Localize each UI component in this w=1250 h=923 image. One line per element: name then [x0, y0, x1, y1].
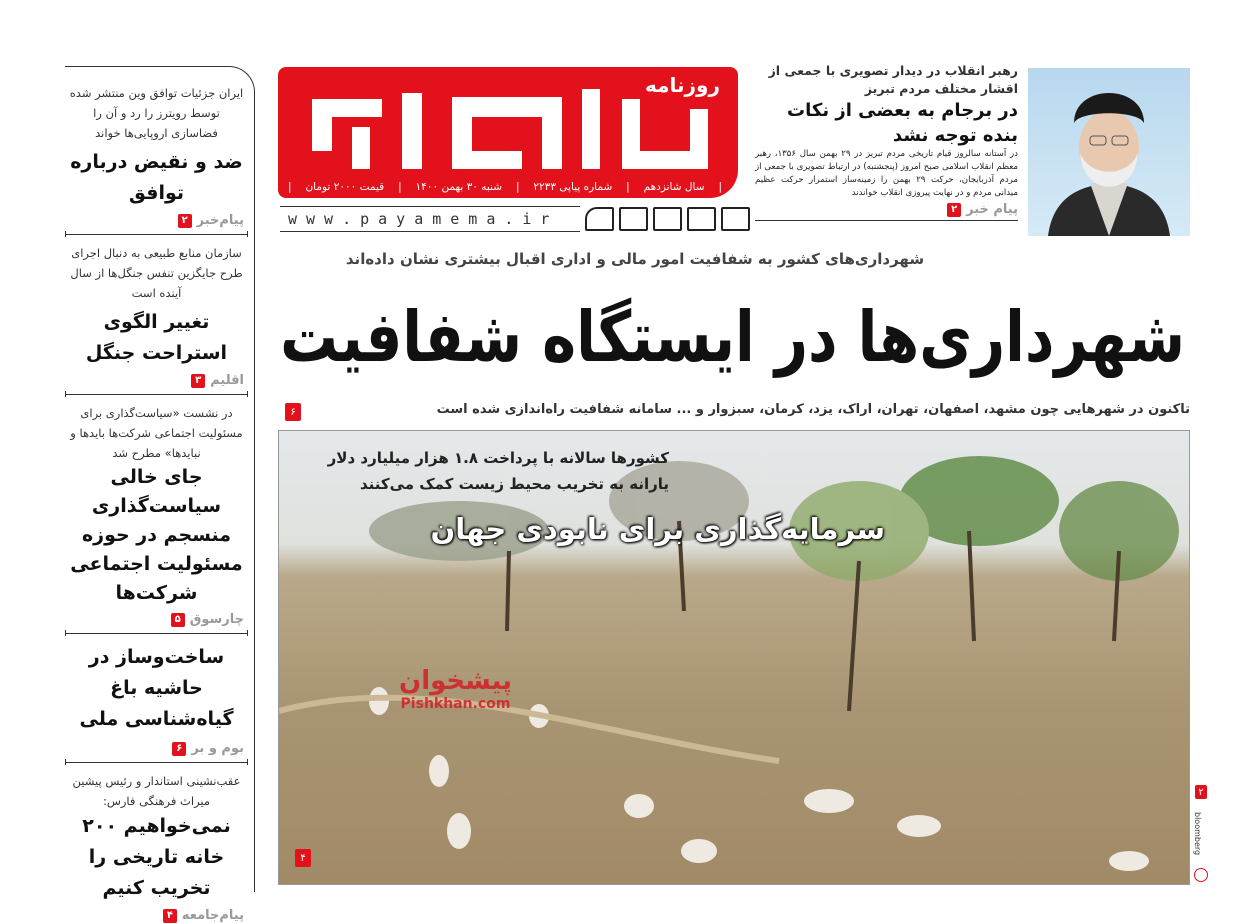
- divider: [65, 394, 248, 395]
- story-headline: ساخت‌وساز در حاشیه باغ گیاه‌شناسی ملی: [79, 646, 234, 730]
- section-name: پیام‌خبر: [196, 213, 244, 228]
- story-headline: در برجام به بعضی از نکات بنده توجه نشد: [787, 100, 1018, 146]
- sidebar-story[interactable]: [65, 642, 248, 756]
- story-kicker: در نشست «سیاست‌گذاری برای مسئولیت اجتماعی شرکت‌ها بایدها و نبایدها» مطرح شد: [70, 406, 243, 460]
- section-tag: [755, 202, 1018, 217]
- section-tag: [69, 741, 244, 756]
- story-headline: ضد و نقیض درباره توافق: [70, 151, 243, 204]
- main-subhead: شهرداری‌های کشور به شفافیت امور مالی و اداری اقبال بیشتری نشان داده‌اند: [345, 250, 925, 268]
- section-tag: [69, 612, 244, 627]
- photo-headline: سرمایه‌گذاری برای نابودی جهان: [430, 512, 885, 546]
- story-headline: جای خالی سیاست‌گذاری منسجم در حوزه مسئولیت اجتماعی شرکت‌ها: [70, 466, 243, 604]
- top-story[interactable]: [755, 62, 1018, 221]
- year: سال شانزدهم: [643, 181, 705, 193]
- story-kicker: عقب‌نشینی استاندار و رئیس پیشین میراث فرهنگی فارس:: [72, 774, 241, 808]
- sidebar-story[interactable]: [65, 83, 248, 228]
- page-number: ۴: [295, 849, 311, 867]
- section-name: اقلیم: [210, 373, 244, 388]
- section-tag: [69, 908, 244, 923]
- page-number: ۲: [178, 214, 192, 228]
- story-kicker: ایران جزئیات توافق وین منتشر شده توسط رویترز را رد و آن را فضاسازی اروپایی‌ها خواند: [69, 86, 244, 140]
- issue-info: | سال شانزدهم | شماره پیاپی ۲۲۳۳ | شنبه ۳۰ بهمن ۱۴۰۰ | قیمت ۲۰۰۰ تومان |: [288, 181, 722, 193]
- sidebar-story[interactable]: [65, 403, 248, 627]
- divider: [65, 633, 248, 634]
- logo-boxes-icon: [585, 207, 750, 231]
- section-name: پیام‌جامعه: [181, 908, 244, 923]
- price: قیمت ۲۰۰۰ تومان: [305, 181, 385, 193]
- section-tag: [69, 373, 244, 388]
- masthead-label: روزنامه: [645, 73, 720, 97]
- photo-kicker: [289, 445, 669, 497]
- sidebar-story[interactable]: [65, 771, 248, 923]
- photo-credit: bloomberg: [1193, 812, 1202, 856]
- page-number: ۲: [947, 203, 961, 217]
- leader-portrait: [1028, 68, 1190, 236]
- watermark: [399, 666, 512, 712]
- story-headline: نمی‌خواهیم ۲۰۰ خانه تاریخی را تخریب کنیم: [82, 815, 231, 899]
- website-link[interactable]: www.payamema.ir: [280, 206, 580, 232]
- page-number: ۲: [1195, 785, 1207, 799]
- sidebar-story[interactable]: [65, 243, 248, 388]
- section-name: بوم و بر: [191, 741, 244, 756]
- issue-number: شماره پیاپی ۲۲۳۳: [533, 181, 613, 193]
- story-kicker: رهبر انقلاب در دیدار تصویری با جمعی از اقشار مختلف مردم تبریز: [768, 63, 1018, 96]
- story-body: در آستانه سالروز قیام تاریخی مردم تبریز در ۲۹ بهمن سال ۱۳۵۶، رهبر معظم انقلاب اسلامی صبح امروز (پنجشنبه) در ارتباط تصویری با جمعی از مردم آذربایجان، حرکت ۲۹ بهمن را زمینه‌ساز استمرار حرکت عظیم میدانی مردم و در نهایت پیروزی انقلاب خواندند: [755, 149, 1019, 198]
- sidebar-column: [65, 66, 255, 923]
- story-headline: تغییر الگوی استراحت جنگل: [85, 311, 228, 364]
- cover-photo[interactable]: [278, 430, 1190, 885]
- watermark-fa: پیشخوان: [399, 666, 512, 696]
- page-number: ۳: [191, 374, 205, 388]
- photo-kicker-text: کشورها سالانه با پرداخت ۱.۸ هزار میلیارد دلار یارانه به تخریب محیط زیست کمک می‌کنند: [327, 449, 669, 493]
- divider: [65, 762, 248, 763]
- main-lead: تاکنون در شهرهایی چون مشهد، اصفهان، تهران، اراک، یزد، کرمان، سبزوار و ... سامانه شفافیت راه‌اندازی شده است: [436, 402, 1190, 417]
- main-headline[interactable]: شهرداری‌ها در ایستگاه شفافیت: [280, 296, 1185, 378]
- page-number: ۶: [172, 742, 186, 756]
- story-kicker: سازمان منابع طبیعی به دنبال اجرای طرح جایگزین تنفس جنگل‌ها از سال آینده است: [70, 246, 243, 300]
- date: شنبه ۳۰ بهمن ۱۴۰۰: [415, 181, 503, 193]
- section-name: چارسوق: [189, 612, 244, 627]
- divider: [755, 220, 1018, 221]
- section-name: پیام خبر: [966, 202, 1018, 217]
- page-number: ۵: [171, 613, 185, 627]
- page-number: ۶: [285, 403, 301, 421]
- divider: [65, 234, 248, 235]
- masthead: [278, 67, 738, 198]
- savanna-photo: [279, 431, 1190, 885]
- watermark-en: Pishkhan.com: [400, 696, 511, 712]
- page-number: ۴: [163, 909, 177, 923]
- section-tag: [69, 213, 244, 228]
- camera-icon: [1194, 868, 1208, 882]
